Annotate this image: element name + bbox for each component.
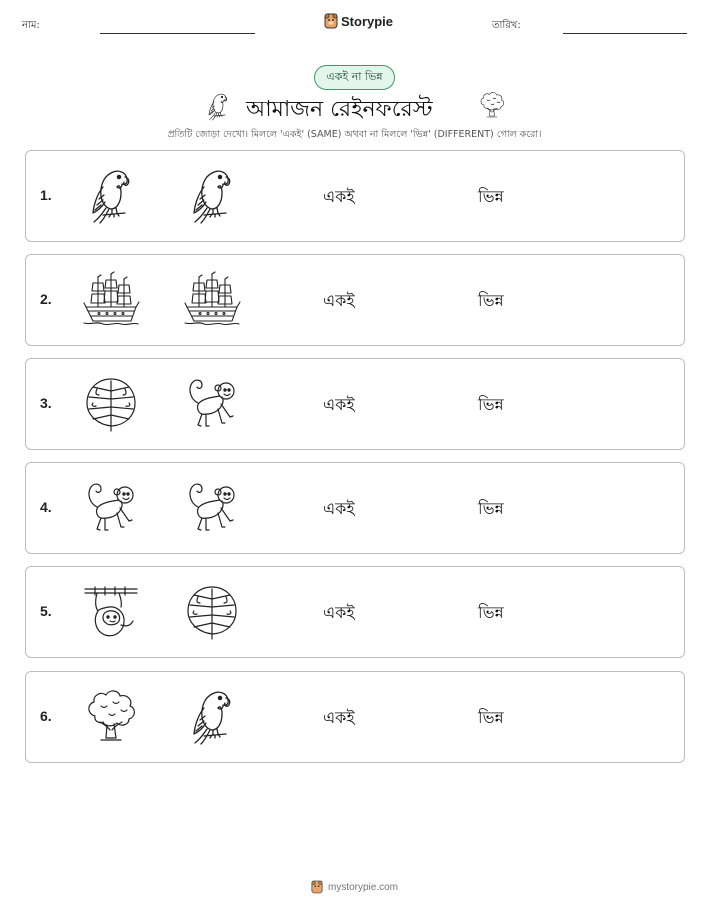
bear-logo-icon (311, 880, 323, 894)
date-line[interactable] (563, 33, 687, 34)
question-number: 5. (40, 603, 52, 619)
option-different[interactable]: ভিন্ন (478, 187, 504, 206)
option-different[interactable]: ভিন্ন (478, 603, 504, 622)
ship-icon (81, 269, 141, 329)
leaf-icon (81, 373, 141, 433)
question-row (25, 566, 685, 658)
footer (0, 880, 709, 894)
question-number: 6. (40, 708, 52, 724)
option-same[interactable]: একই (323, 291, 355, 310)
question-row (25, 254, 685, 346)
option-same[interactable]: একই (323, 395, 355, 414)
question-number: 4. (40, 499, 52, 515)
date-label: তারিখ: (492, 20, 521, 31)
bear-logo-icon (324, 13, 338, 29)
leaf-icon (182, 581, 242, 641)
page-title: আমাজন রেইনফরেস্ট (246, 97, 433, 122)
question-row (25, 358, 685, 450)
footer-site: mystorypie.com (327, 881, 398, 893)
question-number: 3. (40, 395, 52, 411)
option-different[interactable]: ভিন্ন (478, 708, 504, 727)
option-same[interactable]: একই (323, 708, 355, 727)
ship-icon (182, 269, 242, 329)
question-row (25, 150, 685, 242)
worksheet-header (0, 0, 709, 50)
option-same[interactable]: একই (323, 187, 355, 206)
question-number: 2. (40, 291, 52, 307)
title-row (0, 90, 709, 124)
parrot-icon (182, 686, 242, 746)
parrot-icon (182, 165, 242, 225)
option-same[interactable]: একই (323, 603, 355, 622)
question-row (25, 462, 685, 554)
option-different[interactable]: ভিন্ন (478, 499, 504, 518)
activity-badge: একই না ভিন্ন (314, 65, 395, 90)
question-number: 1. (40, 187, 52, 203)
monkey-icon (81, 477, 141, 537)
monkey-icon (182, 477, 242, 537)
parrot-icon (81, 165, 141, 225)
brand-name: Storypie (341, 13, 394, 29)
tree-icon (477, 90, 507, 120)
instructions: প্রতিটি জোড়া দেখো। মিললে 'একই' (SAME) অথবা না মিললে 'ভিন্ন' (DIFFERENT) গোল করো। (167, 129, 542, 140)
sloth-icon (81, 581, 141, 641)
monkey-icon (182, 373, 242, 433)
name-line[interactable] (100, 33, 255, 34)
option-different[interactable]: ভিন্ন (478, 291, 504, 310)
option-same[interactable]: একই (323, 499, 355, 518)
option-different[interactable]: ভিন্ন (478, 395, 504, 414)
tree-icon (81, 686, 141, 746)
question-row (25, 671, 685, 763)
name-label: নাম: (22, 20, 40, 31)
parrot-icon (203, 91, 233, 121)
brand (324, 13, 393, 29)
